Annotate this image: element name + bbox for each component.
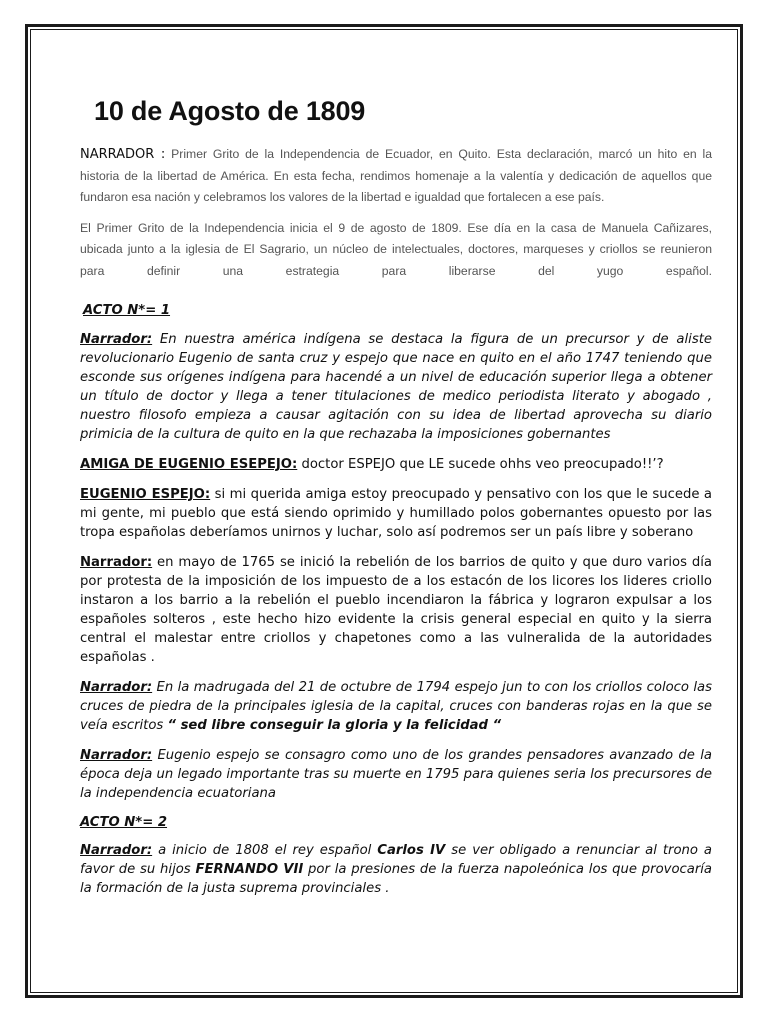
speaker-label: EUGENIO ESPEJO: bbox=[80, 487, 211, 502]
intro-paragraph-2: El Primer Grito de la Independencia inicia el 9 de agosto de 1809. Ese día en la casa de Manuela Cañizares, ubicada junto a la iglesia de El Sagrario, un núcleo de intelectuales, doctores, marqueses y criollos se reunieron para definir una estrategia para liberarse del yugo español. bbox=[80, 220, 712, 278]
speaker-label: Narrador: bbox=[80, 332, 153, 347]
banner-quote: “ sed libre conseguir la gloria y la felicidad “ bbox=[167, 718, 502, 733]
dialogue-text: si mi querida amiga estoy preocupado y pensativo con los que le sucede a mi gente, mi pueblo que está siendo oprimido y humillado polos gobernantes opuesto por las tropa españolas deberíamos unirnos y luchar, solo así podremos ser un país libre y soberano bbox=[80, 487, 713, 540]
act-1-amiga-line bbox=[80, 455, 712, 474]
intro-text-1: Primer Grito de la Independencia de Ecuador, en Quito. Esta declaración, marcó un hito en la historia de la libertad de América. En esta fecha, rendimos homenaje a la valentía y dedicación de aquellos que fundaron esa nación y celebramos los valores de la libertad e igualdad que fortalecen a ese país. bbox=[80, 147, 712, 204]
act-2-heading: ACTO N*= 2 bbox=[80, 815, 168, 830]
dialogue-text: doctor ESPEJO que LE sucede ohhs veo preocupado!!’? bbox=[297, 457, 664, 472]
speaker-label: Narrador: bbox=[80, 843, 153, 858]
act-1-narration-1 bbox=[80, 330, 712, 444]
intro-paragraph-1 bbox=[80, 144, 712, 209]
act-1-narration-3 bbox=[80, 678, 712, 735]
act-2-narration-1 bbox=[80, 841, 712, 898]
dialogue-text: a inicio de 1808 el rey español bbox=[152, 843, 378, 858]
dialogue-text: por la presiones de la fuerza napoleónica los que provocaría la formación de la justa suprema provinciales . bbox=[80, 862, 713, 896]
page-title: 10 de Agosto de 1809 bbox=[94, 96, 366, 126]
heir-name: FERNANDO VII bbox=[195, 862, 304, 877]
speaker-label: Narrador: bbox=[80, 680, 153, 695]
intro-speaker: NARRADOR : bbox=[80, 147, 166, 162]
dialogue-text: en mayo de 1765 se inició la rebelión de los barrios de quito y que duro varios día por protesta de la imposición de los impuesto de a los estacón de los licores los lideres criollo instaron a los barrio a la rebelión el pueblo incendiaron la fábrica y lograron expulsar a los españoles solteros , este hecho hizo evidente la crisis general especial en quito y la sierra central el malestar entre criollos y chapetones como a las vulneralida de la autoridades españolas . bbox=[80, 555, 712, 665]
dialogue-text: En la madrugada del 21 de octubre de 1794 espejo jun to con los criollos coloco las cruces de piedra de la principales iglesia de la capital, cruces con banderas rojas en la que se veía escritos bbox=[80, 680, 712, 733]
speaker-label: Narrador: bbox=[80, 555, 153, 570]
dialogue-text: En nuestra américa indígena se destaca la figura de un precursor y de aliste revolucionario Eugenio de santa cruz y espejo que nace en quito en el año 1747 teniendo que esconde sus orígenes indígena para hacendé a un nivel de educación superior llega a obtener un título de doctor y llega a tener titulaciones de medico periodista literato y abogado , nuestro filosofo empieza a causar agitación con su idea de libertad aprovecha su diario primicia de la cultura de quito en la que rechazaba la imposiciones gobernantes bbox=[80, 332, 712, 442]
act-1-eugenio-line bbox=[80, 485, 712, 542]
dialogue-text: Eugenio espejo se consagro como uno de los grandes pensadores avanzado de la época deja un legado importante tras su muerte en 1795 para quienes seria los precursores de la independencia ecuatoriana bbox=[80, 748, 712, 801]
speaker-label: AMIGA DE EUGENIO ESEPEJO: bbox=[80, 457, 298, 472]
act-1-narration-4 bbox=[80, 746, 712, 803]
act-1-narration-2 bbox=[80, 553, 712, 667]
dialogue-text: se ver obligado a renunciar al trono a favor de su hijos bbox=[80, 843, 712, 877]
act-1-heading: ACTO N*= 1 bbox=[83, 303, 171, 318]
document-body bbox=[80, 96, 712, 898]
speaker-label: Narrador: bbox=[80, 748, 153, 763]
king-name: Carlos IV bbox=[377, 843, 446, 858]
